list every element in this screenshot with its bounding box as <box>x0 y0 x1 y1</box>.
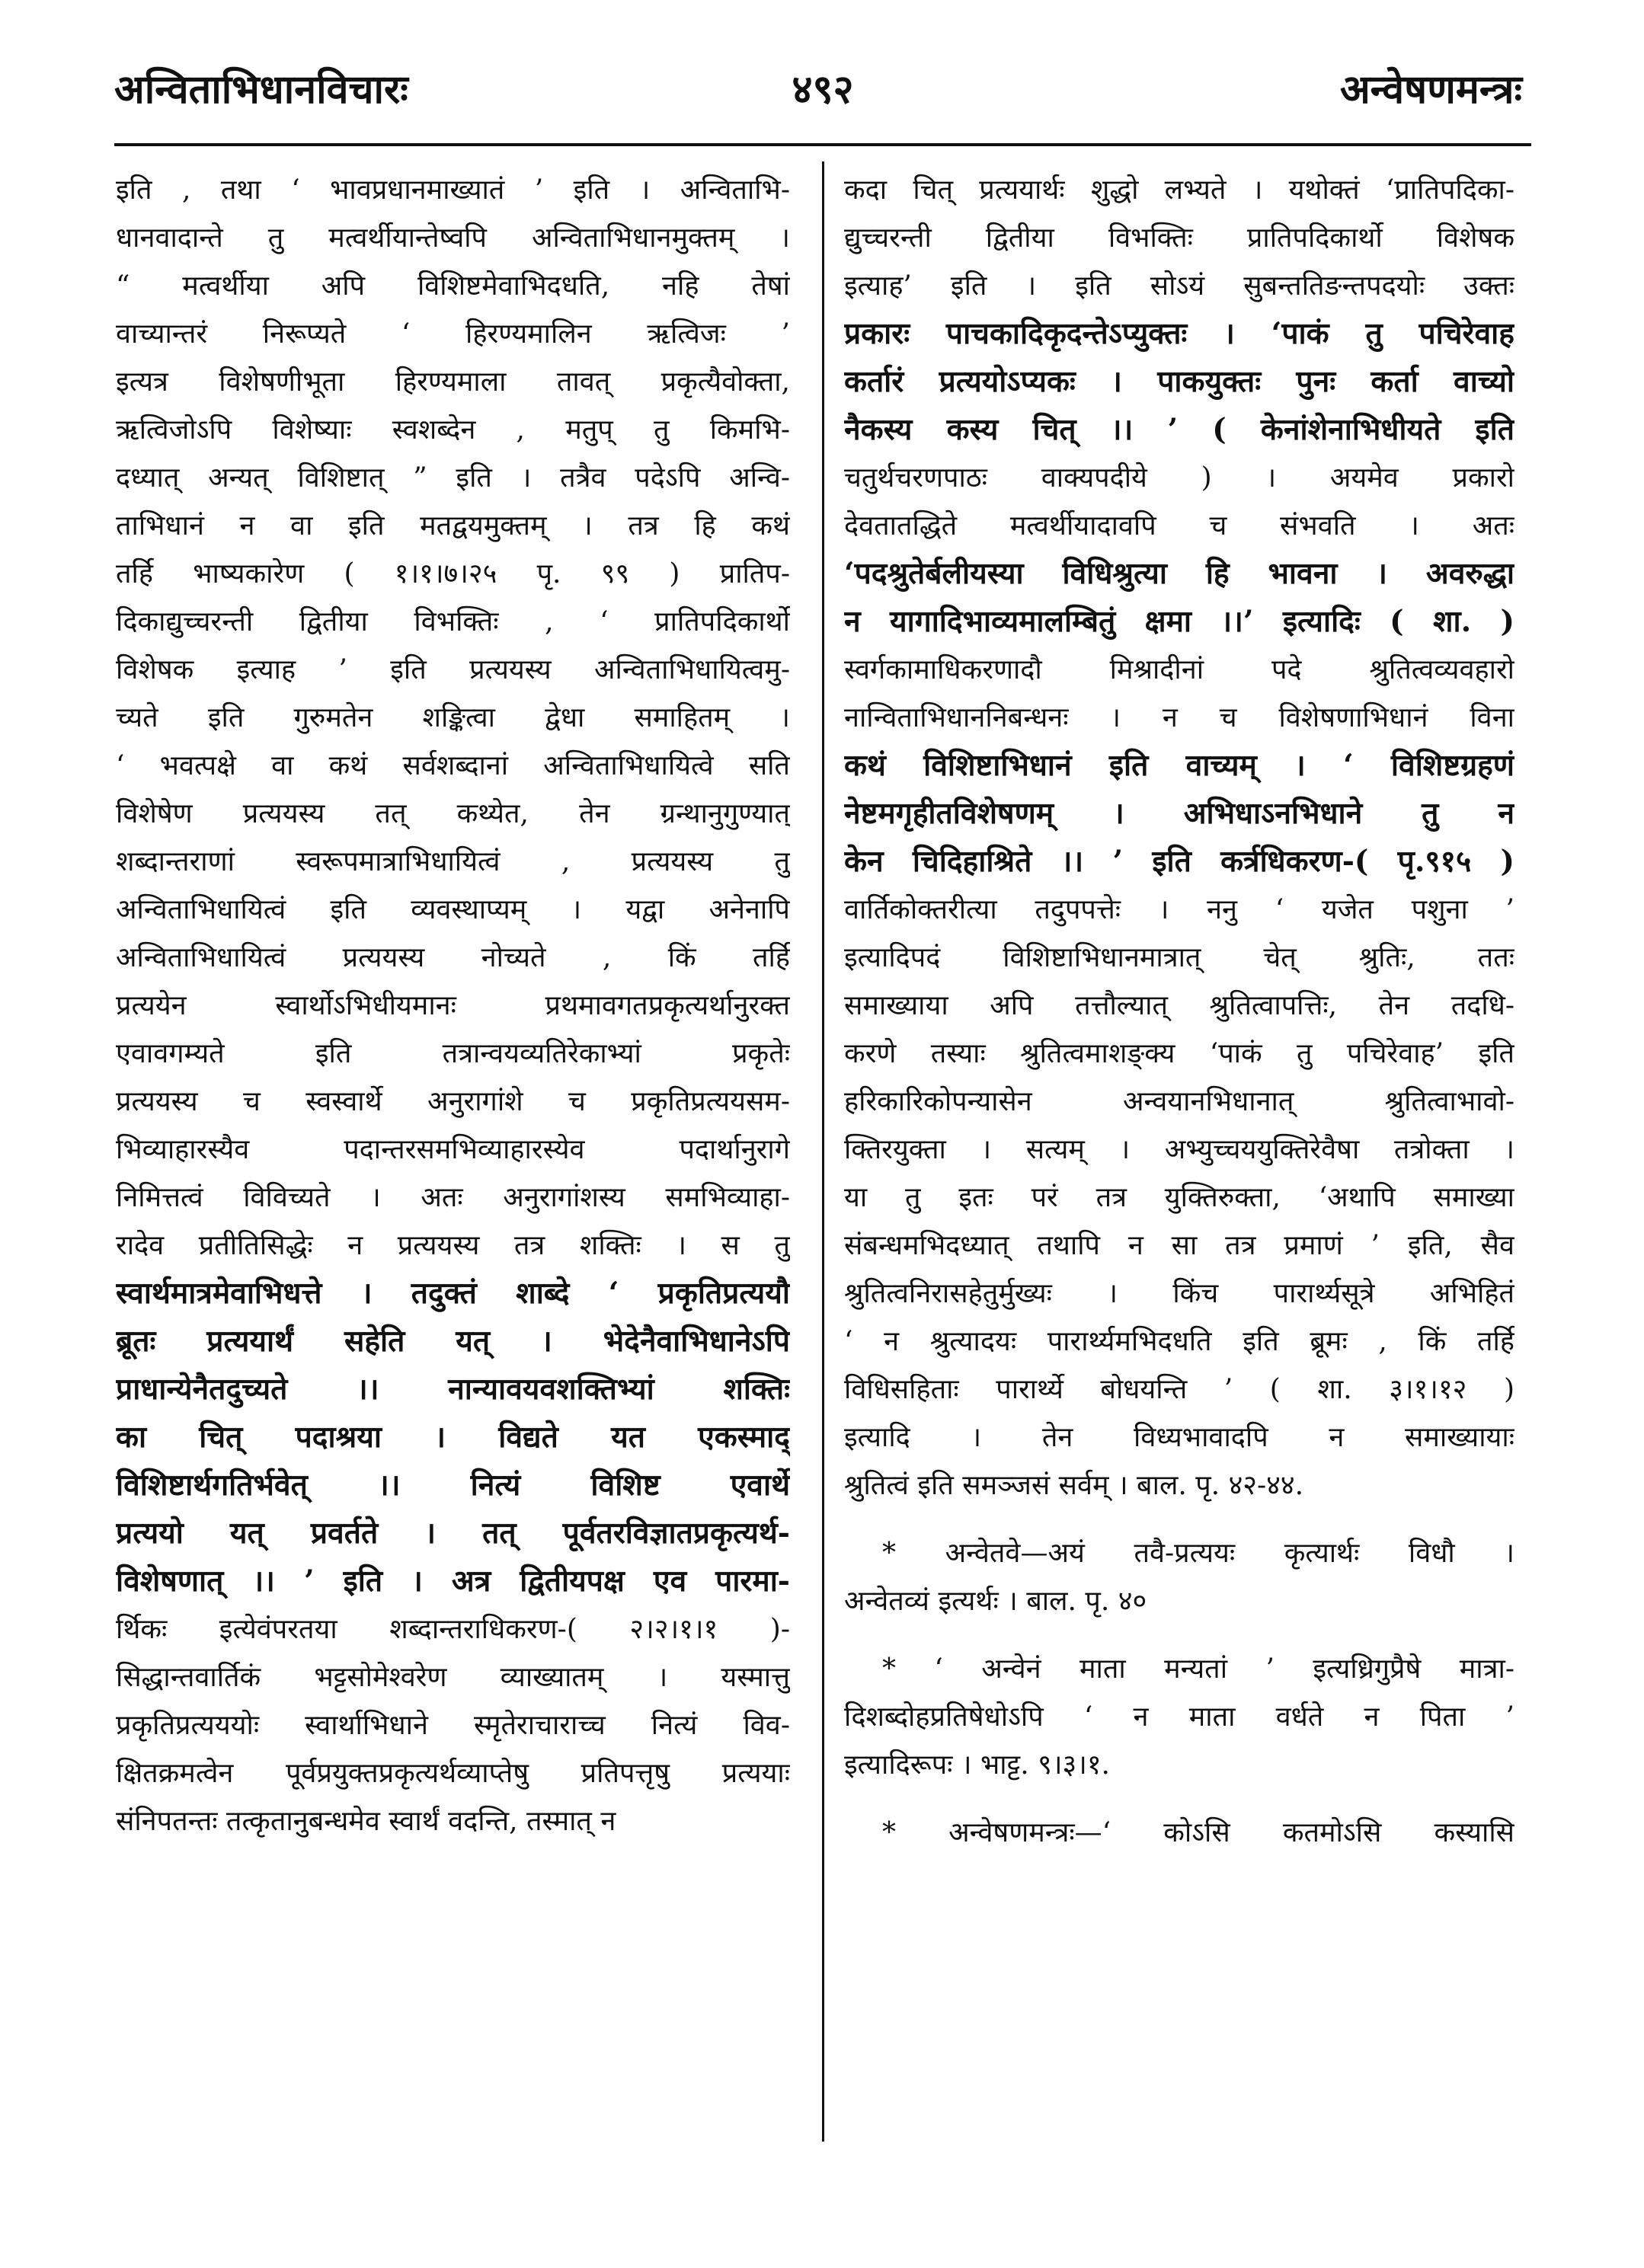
text-line: चतुर्थचरणपाठः वाक्यपदीये ) । अयमेव प्रकारो <box>844 462 1514 494</box>
text-line: वार्तिकोक्तरीत्या तदुपपत्तेः । ननु ‘ यजेत पशुना ’ <box>844 894 1514 925</box>
text-line: प्रत्ययेन स्वार्थोऽभिधीयमानः प्रथमावगतप्रकृत्यर्थानुरक्त <box>116 990 790 1021</box>
text-line: देवतातद्धिते मत्वर्थीयादावपि च संभवति । अतः <box>844 510 1514 541</box>
text-line: कथं विशिष्टाभिधानं इति वाच्यम् । ‘ विशिष्टग्रहणं <box>844 748 1514 783</box>
left-column <box>116 166 790 1845</box>
column-divider <box>822 161 824 2142</box>
text-line: हरिकारिकोपन्यासेन अन्वयानभिधानात् श्रुतित्वाभावो- <box>844 1086 1514 1117</box>
text-line: श्रुतित्वं इति समञ्जसं सर्वम् । बाल. पृ. ४२-४४. <box>844 1470 1304 1501</box>
text-line: कर्तारं प्रत्ययोऽप्यकः । पाकयुक्तः पुनः कर्ता वाच्यो <box>844 364 1514 399</box>
text-line: ऋत्विजोऽपि विशेष्याः स्वशब्देन , मतुप् तु किमभि- <box>116 414 790 446</box>
text-line: श्रुतित्वनिरासहेतुर्मुख्यः । किंच पारार्थ्यसूत्रे अभिहितं <box>844 1278 1514 1309</box>
text-line: का चित् पदाश्रया । विद्यते यत एकस्माद् <box>116 1420 790 1455</box>
right-column <box>844 166 1514 1857</box>
text-line: प्रकृतिप्रत्यययोः स्वार्थाभिधाने स्मृतेराचाराच्च नित्यं विव- <box>116 1710 790 1741</box>
text-line: * अन्वेषणमन्त्रः—‘ कोऽसि कतमोऽसि कस्यासि <box>882 1817 1514 1848</box>
text-line: ‘ भवत्पक्षे वा कथं सर्वशब्दानां अन्विताभिधायित्वे सति <box>116 750 790 781</box>
text-line: ताभिधानं न वा इति मतद्वयमुक्तम् । तत्र हि कथं <box>116 510 790 541</box>
text-line: क्तिरयुक्ता । सत्यम् । अभ्युच्चययुक्तिरेवैषा तत्रोक्ता । <box>844 1134 1514 1165</box>
text-line: दिशब्दोहप्रतिषेधोऽपि ‘ न माता वर्धते न पिता ’ <box>844 1701 1514 1733</box>
header-rule <box>114 143 1531 146</box>
text-line: निमित्तत्वं विविच्यते । अतः अनुरागांशस्य समभिव्याहा- <box>116 1182 790 1213</box>
text-line: अन्विताभिधायित्वं इति व्यवस्थाप्यम् । यद्वा अनेनापि <box>116 894 790 925</box>
text-line: इत्याह’ इति । इति सोऽयं सुबन्ततिङन्तपदयोः उक्तः <box>844 270 1514 302</box>
text-line: नेष्टमगृहीतविशेषणम् । अभिधाऽनभिधाने तु न <box>844 796 1514 831</box>
text-line: प्राधान्येनैतदुच्यते ।। नान्यावयवशक्तिभ्यां शक्तिः <box>116 1372 790 1407</box>
text-line: कदा चित् प्रत्ययार्थः शुद्धो लभ्यते । यथोक्तं ‘प्रातिपदिका- <box>844 174 1514 206</box>
text-line: अन्वेतव्यं इत्यर्थः । बाल. पृ. ४० <box>844 1586 1147 1617</box>
text-line: प्रत्ययस्य च स्वस्वार्थे अनुरागांशे च प्रकृतिप्रत्ययसम- <box>116 1086 790 1117</box>
text-line: वाच्यान्तरं निरूप्यते ‘ हिरण्यमालिन ऋत्विजः ’ <box>116 318 790 350</box>
text-line: शब्दान्तराणां स्वरूपमात्राभिधायित्वं , प्रत्ययस्य तु <box>116 846 790 877</box>
text-line: इत्यादिपदं विशिष्टाभिधानमात्रात् चेत् श्रुतिः, ततः <box>844 942 1514 973</box>
text-line: समाख्याया अपि तत्तौल्यात् श्रुतित्वापत्तिः, तेन तदधि- <box>844 990 1514 1021</box>
text-line: एवावगम्यते इति तत्रान्वयव्यतिरेकाभ्यां प्रकृतेः <box>116 1038 790 1069</box>
text-line: सिद्धान्तवार्तिकं भट्टसोमेश्वरेण व्याख्यातम् । यस्मात्तु <box>116 1662 790 1693</box>
text-line: स्वर्गकामाधिकरणादौ मिश्रादीनां पदे श्रुतित्वव्यवहारो <box>844 654 1514 685</box>
text-line: प्रत्ययो यत् प्रवर्तते । तत् पूर्वतरविज्ञातप्रकृत्यर्थ- <box>116 1516 790 1551</box>
text-line: क्षितक्रमत्वेन पूर्वप्रयुक्तप्रकृत्यर्थव्याप्तेषु प्रतिपत्तृषु प्रत्ययाः <box>116 1758 790 1789</box>
page-number: ४९२ <box>792 66 854 113</box>
text-line: भिव्याहारस्यैव पदान्तरसमभिव्याहारस्येव पदार्थानुरागे <box>116 1134 790 1165</box>
text-line: विशेषेण प्रत्ययस्य तत् कथ्येत, तेन ग्रन्थानुगुण्यात् <box>116 798 790 829</box>
text-line: तर्हि भाष्यकारेण ( १।१।७।२५ पृ. ९९ ) प्रातिप- <box>116 558 790 589</box>
text-line: धानवादान्ते तु मत्वर्थीयान्तेष्वपि अन्विताभिधानमुक्तम् । <box>116 222 790 254</box>
text-line: “ मत्वर्थीया अपि विशिष्टमेवाभिदधति, नहि तेषां <box>116 270 790 302</box>
text-line: इत्यादि । तेन विध्यभावादपि न समाख्यायाः <box>844 1422 1514 1453</box>
text-line: करणे तस्याः श्रुतित्वमाशङ्क्य ‘पाकं तु पचिरेवाह’ इति <box>844 1038 1514 1069</box>
text-line: विशेषक इत्याह ’ इति प्रत्ययस्य अन्विताभिधायित्वमु- <box>116 654 790 685</box>
text-line: द्युच्चरन्ती द्वितीया विभक्तिः प्रातिपदिकार्थो विशेषक <box>844 222 1514 254</box>
text-line: ‘ न श्रुत्यादयः पारार्थ्यमभिदधति इति ब्रूमः , किं तर्हि <box>844 1326 1514 1357</box>
text-line: संनिपतन्तः तत्कृतानुबन्धमेव स्वार्थं वदन्ति, तस्मात् न <box>116 1806 616 1837</box>
text-line: न यागादिभाव्यमालम्बितुं क्षमा ।।’ इत्यादिः ( शा. ) <box>844 604 1514 639</box>
text-line: केन चिदिहाश्रिते ।। ’ इति कर्त्रधिकरण-( पृ.९१५ ) <box>844 844 1514 879</box>
text-line: नान्विताभिधाननिबन्धनः । न च विशेषणाभिधानं विना <box>844 702 1514 733</box>
text-line: * ‘ अन्वेनं माता मन्यतां ’ इत्यध्रिगुप्रैषे मात्रा- <box>882 1653 1514 1685</box>
text-line: स्वार्थमात्रमेवाभिधत्ते । तदुक्तं शाब्दे ‘ प्रकृतिप्रत्ययौ <box>116 1276 790 1311</box>
text-line: इति , तथा ‘ भावप्रधानमाख्यातं ’ इति । अन्विताभि- <box>116 174 790 206</box>
text-line: प्रकारः पाचकादिकृदन्तेऽप्युक्तः । ‘पाकं तु पचिरेवाह <box>844 316 1514 351</box>
running-head-right: अन्वेषणमन्त्रः <box>1339 66 1522 113</box>
text-line: च्यते इति गुरुमतेन शङ्कित्वा द्वेधा समाहितम् । <box>116 702 790 733</box>
running-head-left: अन्विताभिधानविचारः <box>114 66 408 113</box>
text-line: दध्यात् अन्यत् विशिष्टात् ” इति । तत्रैव पदेऽपि अन्वि- <box>116 462 790 494</box>
text-line: संबन्धमभिदध्यात् तथापि न सा तत्र प्रमाणं ’ इति, सैव <box>844 1230 1514 1261</box>
text-line: ब्रूतः प्रत्ययार्थं सहेति यत् । भेदेनैवाभिधानेऽपि <box>116 1324 790 1359</box>
text-line: * अन्वेतवे—अयं तवै-प्रत्ययः कृत्यार्थः विधौ । <box>882 1538 1514 1569</box>
text-line: विशिष्टार्थगतिर्भवेत् ।। नित्यं विशिष्ट एवार्थे <box>116 1468 790 1503</box>
text-line: इत्यादिरूपः । भाट्ट. ९।३।१. <box>844 1749 1110 1781</box>
text-line: र्थिकः इत्येवंपरतया शब्दान्तराधिकरण-( २।२।१।१ )- <box>116 1614 790 1645</box>
text-line: ‘पदश्रुतेर्बलीयस्या विधिश्रुत्या हि भावना । अवरुद्धा <box>844 556 1514 591</box>
text-line: या तु इतः परं तत्र युक्तिरुक्ता, ‘अथापि समाख्या <box>844 1182 1514 1213</box>
text-line: विशेषणात् ।। ’ इति । अत्र द्वितीयपक्ष एव पारमा- <box>116 1564 790 1599</box>
text-line: रादेव प्रतीतिसिद्धेः न प्रत्ययस्य तत्र शक्तिः । स तु <box>116 1230 790 1261</box>
text-line: इत्यत्र विशेषणीभूता हिरण्यमाला तावत् प्रकृत्यैवोक्ता, <box>116 366 790 398</box>
text-line: विधिसहिताः पारार्थ्ये बोधयन्ति ’ ( शा. ३।१।१२ ) <box>844 1374 1514 1405</box>
text-line: दिकाद्युच्चरन्ती द्वितीया विभक्तिः , ‘ प्रातिपदिकार्थो <box>116 606 790 637</box>
text-line: नैकस्य कस्य चित् ।। ’ ( केनांशेनाभिधीयते इति <box>844 412 1514 447</box>
text-line: अन्विताभिधायित्वं प्रत्ययस्य नोच्यते , किं तर्हि <box>116 942 790 973</box>
